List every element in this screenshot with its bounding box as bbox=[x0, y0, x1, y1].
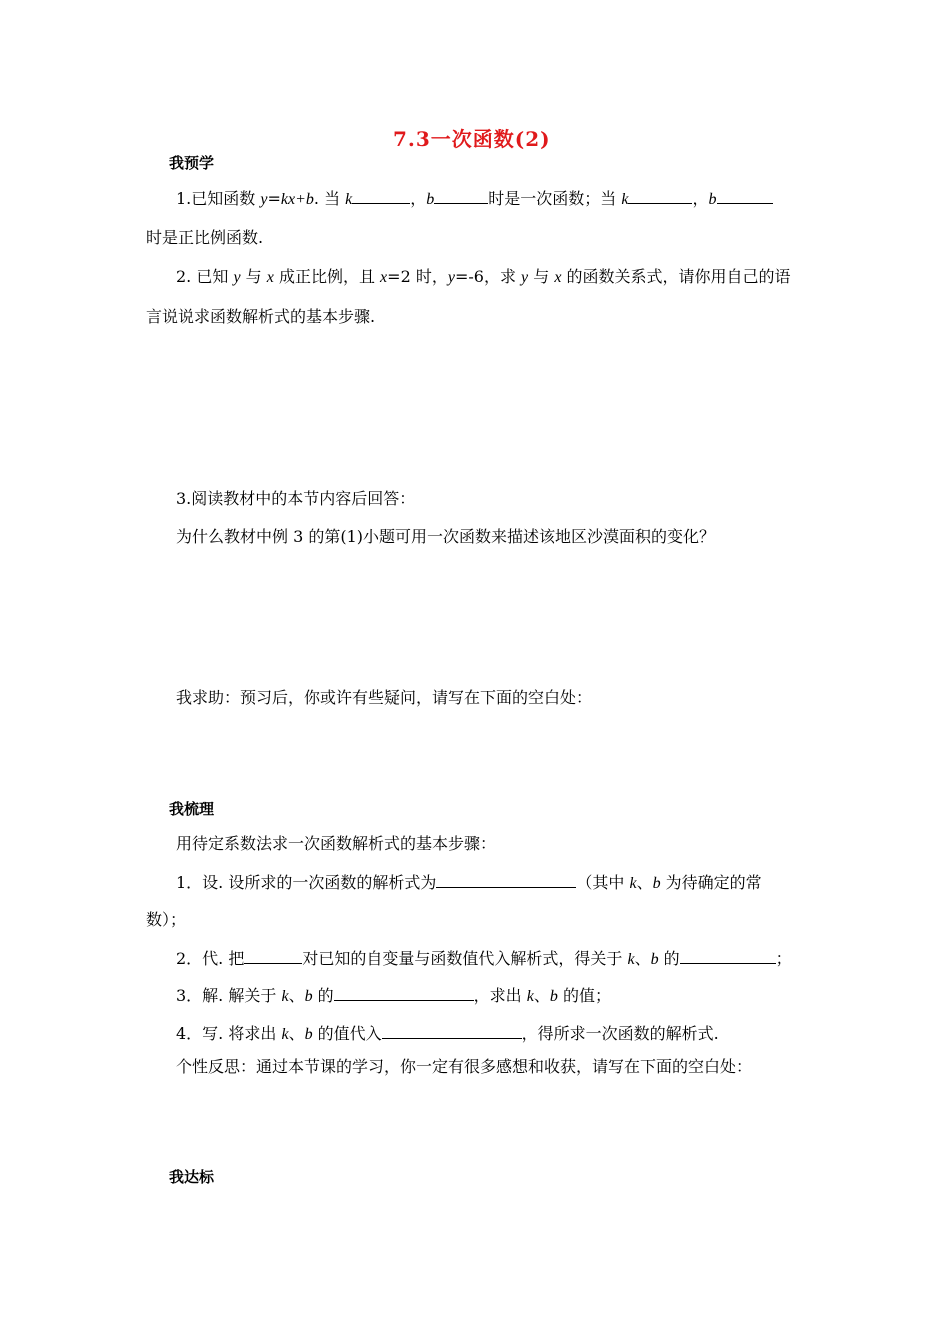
help-prompt: 我求助：预习后，你或许有些疑问，请写在下面的空白处： bbox=[176, 688, 593, 707]
question-3-line-2: 为什么教材中例 3 的第(1)小题可用一次函数来描述该地区沙漠面积的变化？ bbox=[176, 527, 716, 546]
s1-var-k: k bbox=[629, 875, 637, 892]
s3-text: ，求出 bbox=[473, 986, 527, 1005]
s2-text: ； bbox=[775, 949, 792, 968]
q2-var-x: x bbox=[554, 269, 562, 286]
step-1-line-2: 数）； bbox=[146, 910, 187, 929]
answer-blank[interactable] bbox=[717, 188, 773, 204]
s2-text: 的 bbox=[658, 949, 680, 968]
q2-text: =2 时， bbox=[387, 267, 448, 286]
section-heading-review: 我梳理 bbox=[169, 800, 215, 818]
q1-var-b: b bbox=[708, 191, 717, 208]
page-title: 7.3一次函数(2) bbox=[393, 127, 551, 151]
s1-text: （其中 bbox=[576, 873, 630, 892]
q1-text: ， bbox=[410, 189, 427, 208]
reflection-prompt: 个性反思：通过本节课的学习，你一定有很多感想和收获，请写在下面的空白处： bbox=[176, 1057, 753, 1076]
s3-text: 的 bbox=[312, 986, 334, 1005]
s3-text: 的值； bbox=[557, 986, 611, 1005]
q1-var-k: k bbox=[621, 191, 629, 208]
q2-text: 与 bbox=[240, 267, 267, 286]
q2-text: 2. 已知 bbox=[176, 267, 234, 286]
question-1-line-2: 时是正比例函数. bbox=[146, 228, 264, 247]
answer-blank[interactable] bbox=[434, 188, 488, 204]
q2-text: =-6，求 bbox=[454, 267, 522, 286]
s4-text: ，得所求一次函数的解析式. bbox=[521, 1024, 719, 1043]
s2-var-k: k bbox=[627, 951, 635, 968]
step-2 bbox=[176, 948, 792, 970]
s2-text: 2．代. 把 bbox=[176, 949, 245, 968]
q1-text: = bbox=[267, 189, 281, 208]
section-heading-preview: 我预学 bbox=[169, 154, 215, 172]
q1-var-k: k bbox=[280, 191, 288, 208]
s1-text: 1．设. 设所求的一次函数的解析式为 bbox=[176, 873, 437, 892]
q1-text: 时是一次函数；当 bbox=[488, 189, 622, 208]
q2-var-y: y bbox=[233, 269, 241, 286]
s2-text: 对已知的自变量与函数值代入解析式，得关于 bbox=[302, 949, 628, 968]
answer-blank[interactable] bbox=[334, 985, 474, 1001]
s4-var-b: b bbox=[304, 1026, 313, 1043]
s2-var-b: b bbox=[650, 951, 659, 968]
question-3-line-1: 3.阅读教材中的本节内容后回答： bbox=[176, 489, 416, 508]
s1-text: 为待确定的常 bbox=[660, 873, 762, 892]
answer-blank[interactable] bbox=[680, 948, 776, 964]
steps-intro: 用待定系数法求一次函数解析式的基本步骤： bbox=[176, 834, 497, 853]
question-1-line-1 bbox=[176, 188, 773, 210]
question-2-line-1 bbox=[176, 267, 791, 288]
step-4 bbox=[176, 1023, 719, 1045]
s3-text: 、 bbox=[533, 986, 550, 1005]
q1-text: x+ bbox=[287, 191, 306, 208]
q2-var-y: y bbox=[447, 269, 455, 286]
q2-var-x: x bbox=[266, 269, 274, 286]
s1-text: 、 bbox=[636, 873, 653, 892]
q2-var-y: y bbox=[521, 269, 529, 286]
answer-blank[interactable] bbox=[628, 188, 692, 204]
s4-text: 4．写. 将求出 bbox=[176, 1024, 282, 1043]
q1-var-b: b bbox=[305, 191, 314, 208]
s2-text: 、 bbox=[634, 949, 651, 968]
s3-text: 、 bbox=[288, 986, 305, 1005]
s3-var-b: b bbox=[304, 988, 313, 1005]
q2-text: 与 bbox=[528, 267, 555, 286]
s1-var-b: b bbox=[652, 875, 661, 892]
answer-blank[interactable] bbox=[382, 1023, 522, 1039]
answer-blank[interactable] bbox=[352, 188, 410, 204]
s4-text: 的值代入 bbox=[312, 1024, 382, 1043]
q2-var-x: x bbox=[380, 269, 388, 286]
step-3 bbox=[176, 985, 611, 1007]
step-1-line-1 bbox=[176, 872, 762, 894]
q2-text: 的函数关系式，请你用自己的语 bbox=[561, 267, 791, 286]
section-heading-goal: 我达标 bbox=[169, 1168, 215, 1186]
answer-blank[interactable] bbox=[436, 872, 576, 888]
s3-var-k: k bbox=[281, 988, 289, 1005]
q1-var-k: k bbox=[345, 191, 353, 208]
q1-var-b: b bbox=[426, 191, 435, 208]
s3-var-b: b bbox=[549, 988, 558, 1005]
q1-text: ， bbox=[692, 189, 709, 208]
q1-text: 1.已知函数 bbox=[176, 189, 261, 208]
question-2-line-2: 言说说求函数解析式的基本步骤. bbox=[146, 307, 376, 326]
s4-text: 、 bbox=[288, 1024, 305, 1043]
s3-text: 3．解. 解关于 bbox=[176, 986, 282, 1005]
s3-var-k: k bbox=[526, 988, 534, 1005]
answer-blank[interactable] bbox=[244, 948, 302, 964]
q1-text: . 当 bbox=[313, 189, 346, 208]
s4-var-k: k bbox=[281, 1026, 289, 1043]
q1-var-y: y bbox=[260, 191, 268, 208]
q2-text: 成正比例，且 bbox=[273, 267, 381, 286]
